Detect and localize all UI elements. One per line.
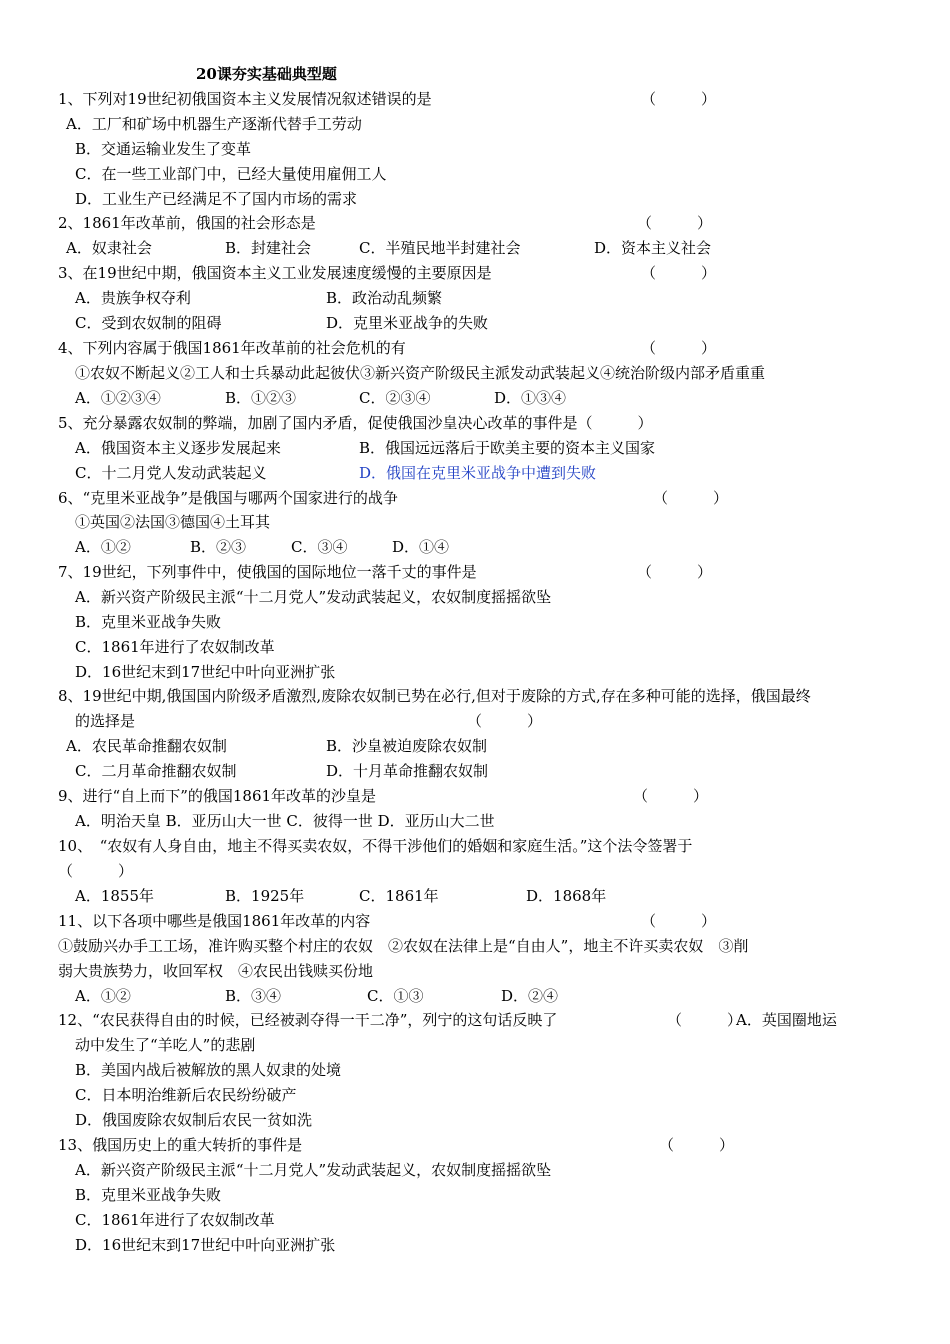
- q7-option-c: C．1861年进行了农奴制改革: [75, 638, 275, 656]
- q12-stem: 12、“农民获得自由的时候，已经被剥夺得一干二净”，列宁的这句话反映了: [58, 1011, 558, 1029]
- q5-option-d: D．俄国在克里米亚战争中遭到失败: [359, 464, 597, 482]
- q11-option-a: A．①②: [75, 987, 131, 1005]
- q12-option-b: B．美国内战后被解放的黑人奴隶的处境: [75, 1061, 342, 1079]
- q2-stem: 2、1861年改革前，俄国的社会形态是: [58, 214, 316, 232]
- q12-option-a-cont: 动中发生了“羊吃人”的悲剧: [75, 1036, 256, 1054]
- q2-option-b: B．封建社会: [225, 239, 312, 257]
- q1-stem: 1、下列对19世纪初俄国资本主义发展情况叙述错误的是: [58, 90, 432, 108]
- q4-option-a: A．①②③④: [75, 389, 161, 407]
- q12-option-a: A．英国圈地运: [736, 1011, 837, 1029]
- q8-stem: 8、19世纪中期,俄国国内阶级矛盾激烈,废除农奴制已势在必行,但对于废除的方式,存在多种可能的选择，俄国最终: [58, 687, 811, 705]
- q8-option-a: A．农民革命推翻农奴制: [66, 737, 227, 755]
- q8-option-d: D．十月革命推翻农奴制: [326, 762, 489, 780]
- q1-option-d: D．工业生产已经满足不了国内市场的需求: [75, 190, 358, 208]
- q6-stem: 6、“克里米亚战争”是俄国与哪两个国家进行的战争: [58, 489, 398, 507]
- q3-option-b: B．政治动乱频繁: [326, 289, 443, 307]
- q11-items: ①鼓励兴办手工工场，准许购买整个村庄的农奴 ②农奴在法律上是“自由人”，地主不许买卖农奴 ③削: [58, 937, 749, 955]
- page-title: 20课夯实基础典型题: [196, 65, 337, 83]
- q13-option-a: A．新兴资产阶级民主派“十二月党人”发动武装起义，农奴制度摇摇欲坠: [75, 1161, 552, 1179]
- q4-stem: 4、下列内容属于俄国1861年改革前的社会危机的有: [58, 339, 406, 357]
- q1-option-a: A．工厂和矿场中机器生产逐渐代替手工劳动: [66, 115, 362, 133]
- q2-option-c: C．半殖民地半封建社会: [359, 239, 521, 257]
- q12-answer-paren: （ ）: [667, 1011, 743, 1029]
- q9-stem: 9、进行“自上而下”的俄国1861年改革的沙皇是: [58, 787, 377, 805]
- q6-items: ①英国②法国③德国④土耳其: [75, 513, 271, 531]
- q13-option-b: B．克里米亚战争失败: [75, 1186, 222, 1204]
- q10-option-d: D．1868年: [526, 887, 607, 905]
- q8-option-b: B．沙皇被迫废除农奴制: [326, 737, 488, 755]
- q6-option-b: B．②③: [190, 538, 247, 556]
- q8-option-c: C．二月革命推翻农奴制: [75, 762, 237, 780]
- q1-option-c: C．在一些工业部门中，已经大量使用雇佣工人: [75, 165, 387, 183]
- q5-option-c: C．十二月党人发动武装起义: [75, 464, 267, 482]
- q4-items: ①农奴不断起义②工人和士兵暴动此起彼伏③新兴资产阶级民主派发动武装起义④统治阶级内部矛盾重重: [75, 364, 766, 382]
- q11-option-b: B．③④: [225, 987, 282, 1005]
- q4-answer-paren: （ ）: [641, 339, 717, 357]
- q3-answer-paren: （ ）: [641, 264, 717, 282]
- q5-option-b: B．俄国远远落后于欧美主要的资本主义国家: [359, 439, 656, 457]
- q8-stem-cont: 的选择是: [75, 712, 136, 730]
- q4-option-c: C．②③④: [359, 389, 431, 407]
- q2-option-a: A．奴隶社会: [66, 239, 152, 257]
- q6-option-d: D．①④: [392, 538, 450, 556]
- q10-option-c: C．1861年: [359, 887, 439, 905]
- q7-option-d: D．16世纪末到17世纪中叶向亚洲扩张: [75, 663, 336, 681]
- q11-stem: 11、以下各项中哪些是俄国1861年改革的内容: [58, 912, 371, 930]
- q2-option-d: D．资本主义社会: [594, 239, 712, 257]
- q2-answer-paren: （ ）: [637, 214, 713, 232]
- q10-option-a: A．1855年: [75, 887, 155, 905]
- q1-answer-paren: （ ）: [641, 90, 717, 108]
- q13-option-c: C．1861年进行了农奴制改革: [75, 1211, 275, 1229]
- q7-option-a: A．新兴资产阶级民主派“十二月党人”发动武装起义，农奴制度摇摇欲坠: [75, 588, 552, 606]
- q11-items-cont: 弱大贵族势力，收回军权 ④农民出钱赎买份地: [58, 962, 374, 980]
- q6-answer-paren: （ ）: [653, 489, 729, 507]
- q13-answer-paren: （ ）: [659, 1136, 735, 1154]
- q9-answer-paren: （ ）: [633, 787, 709, 805]
- q12-option-c: C．日本明治维新后农民纷纷破产: [75, 1086, 297, 1104]
- q3-stem: 3、在19世纪中期，俄国资本主义工业发展速度缓慢的主要原因是: [58, 264, 492, 282]
- q7-stem: 7、19世纪，下列事件中，使俄国的国际地位一落千丈的事件是: [58, 563, 477, 581]
- q5-option-a: A．俄国资本主义逐步发展起来: [75, 439, 281, 457]
- q7-answer-paren: （ ）: [637, 563, 713, 581]
- q10-answer-paren: （ ）: [58, 862, 134, 880]
- q10-stem: 10、 “农奴有人身自由，地主不得买卖农奴，不得干涉他们的婚姻和家庭生活。”这个法令签署于: [58, 837, 693, 855]
- q3-option-c: C．受到农奴制的阻碍: [75, 314, 222, 332]
- q9-options: A．明治天皇 B．亚历山大一世 C．彼得一世 D．亚历山大二世: [75, 812, 495, 830]
- q12-option-d: D．俄国废除农奴制后农民一贫如洗: [75, 1111, 313, 1129]
- q1-option-b: B．交通运输业发生了变革: [75, 140, 252, 158]
- q8-answer-paren: （ ）: [467, 712, 543, 730]
- q11-option-c: C．①③: [367, 987, 424, 1005]
- q10-option-b: B．1925年: [225, 887, 305, 905]
- q6-option-c: C．③④: [291, 538, 348, 556]
- q11-answer-paren: （ ）: [641, 912, 717, 930]
- q5-stem: 5、充分暴露农奴制的弊端，加剧了国内矛盾，促使俄国沙皇决心改革的事件是（ ）: [58, 414, 653, 432]
- q13-option-d: D．16世纪末到17世纪中叶向亚洲扩张: [75, 1236, 336, 1254]
- q7-option-b: B．克里米亚战争失败: [75, 613, 222, 631]
- q4-option-b: B．①②③: [225, 389, 297, 407]
- q6-option-a: A．①②: [75, 538, 131, 556]
- q11-option-d: D．②④: [501, 987, 559, 1005]
- q13-stem: 13、俄国历史上的重大转折的事件是: [58, 1136, 303, 1154]
- q3-option-d: D．克里米亚战争的失败: [326, 314, 489, 332]
- q4-option-d: D．①③④: [494, 389, 567, 407]
- q3-option-a: A．贵族争权夺利: [75, 289, 191, 307]
